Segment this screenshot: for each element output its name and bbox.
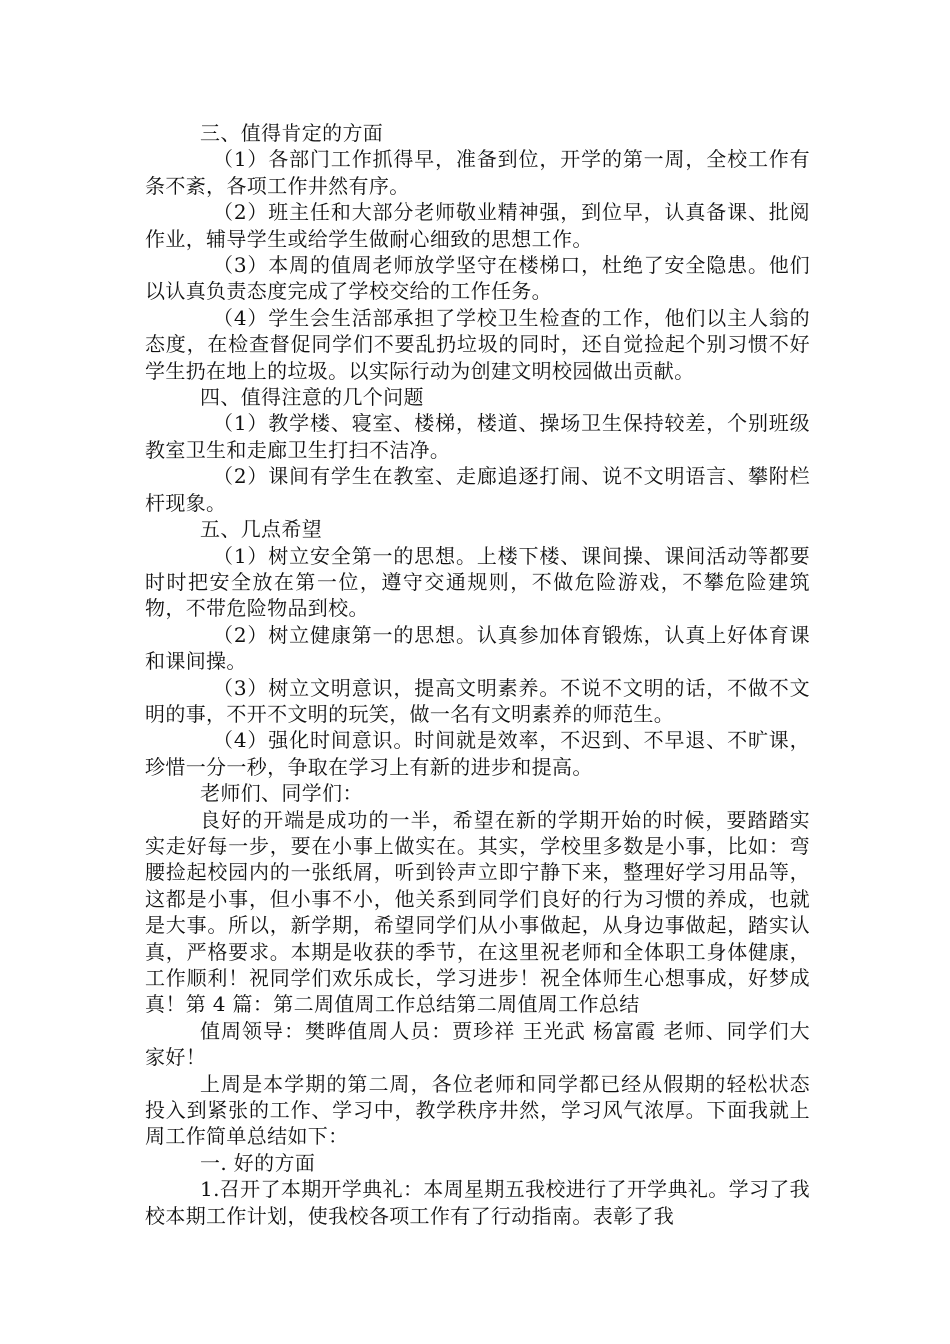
paragraph: 上周是本学期的第二周，各位老师和同学都已经从假期的轻松状态投入到紧张的工作、学习中，教学秩序井然，学习风气浓厚。下面我就上周工作简单总结如下： bbox=[145, 1071, 810, 1149]
paragraph: （2）树立健康第一的思想。认真参加体育锻炼，认真上好体育课和课间操。 bbox=[145, 622, 810, 674]
paragraph: （3）本周的值周老师放学坚守在楼梯口，杜绝了安全隐患。他们以认真负责态度完成了学校交给的工作任务。 bbox=[145, 253, 810, 304]
paragraph: （1）教学楼、寝室、楼梯，楼道、操场卫生保持较差，个别班级教室卫生和走廊卫生打扫不洁净。 bbox=[145, 411, 810, 462]
section-heading-4: 四、值得注意的几个问题 bbox=[200, 385, 424, 410]
section-heading-5: 五、几点希望 bbox=[200, 517, 323, 542]
paragraph: （2）班主任和大部分老师敬业精神强，到位早，认真备课、批阅作业，辅导学生或给学生做耐心细致的思想工作。 bbox=[145, 200, 810, 251]
paragraph: 良好的开端是成功的一半，希望在新的学期开始的时候，要踏踏实实走好每一步，要在小事上做实在。其实，学校里多数是小事，比如：弯腰捡起校园内的一张纸屑，听到铃声立即宁静下来，整理好学习用品等，这都是小事，但小事不小，他关系到同学们良好的行为习惯的养成，也就是大事。所以，新学期，希望同学们从小事做起，从身边事做起，踏实认真，严格要求。本期是收获的季节，在这里祝老师和全体职工身体健康，工作顺利！祝同学们欢乐成长，学习进步！祝全体师生心想事成，好梦成真！第 4 篇：第二周值周工作总结第二周值周工作总结 bbox=[145, 807, 810, 1017]
document-body bbox=[145, 120, 810, 1229]
paragraph: （1）树立安全第一的思想。上楼下楼、课间操、课间活动等都要时时把安全放在第一位，遵守交通规则，不做危险游戏，不攀危险建筑物，不带危险物品到校。 bbox=[145, 543, 810, 621]
paragraph: （3）树立文明意识，提高文明素养。不说不文明的话，不做不文明的事，不开不文明的玩笑，做一名有文明素养的师范生。 bbox=[145, 675, 810, 726]
paragraph: （4）强化时间意识。时间就是效率，不迟到、不早退、不旷课，珍惜一分一秒，争取在学习上有新的进步和提高。 bbox=[145, 728, 810, 779]
paragraph: （4）学生会生活部承担了学校卫生检查的工作，他们以主人翁的态度，在检查督促同学们不要乱扔垃圾的同时，还自觉捡起个别习惯不好学生扔在地上的垃圾。以实际行动为创建文明校园做出贡献。 bbox=[145, 305, 810, 383]
section-heading-good: 一. 好的方面 bbox=[200, 1150, 316, 1175]
paragraph: （2）课间有学生在教室、走廊追逐打闹、说不文明语言、攀附栏杆现象。 bbox=[145, 464, 810, 515]
salutation: 老师们、同学们： bbox=[200, 781, 363, 806]
section-heading-3: 三、值得肯定的方面 bbox=[200, 121, 384, 145]
paragraph: （1）各部门工作抓得早，准备到位，开学的第一周，全校工作有条不紊，各项工作井然有序。 bbox=[145, 147, 810, 198]
paragraph: 值周领导：樊晔值周人员：贾珍祥 王光武 杨富霞 老师、同学们大家好！ bbox=[145, 1018, 810, 1070]
paragraph: 1.召开了本期开学典礼：本周星期五我校进行了开学典礼。学习了我校本期工作计划，使我校各项工作有了行动指南。表彰了我 bbox=[145, 1177, 810, 1228]
